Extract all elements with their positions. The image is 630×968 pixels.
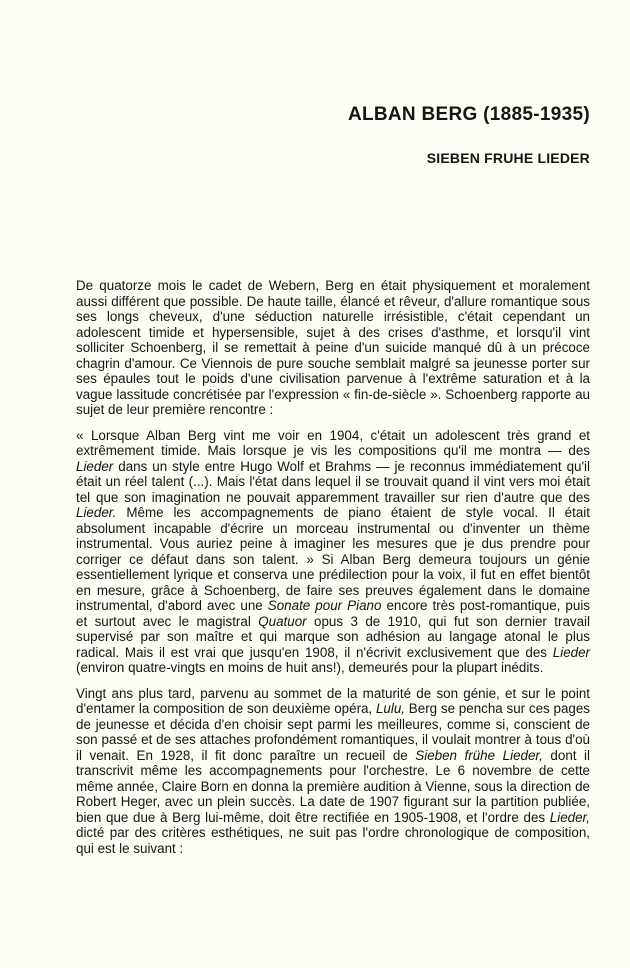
italic-text-run: Quatuor — [258, 613, 307, 629]
text-run: dans un style entre Hugo Wolf et Brahms — je reconnus immédiatement qu'il était un réel talent (...). Mais l'état dans lequel il se trouvait quand il vint vers moi était tel que son imagination ne pouvait apparemment travailler sur rien d'autre que des — [76, 458, 590, 505]
italic-text-run: Lieder — [552, 644, 590, 660]
italic-text-run: Lieder. — [76, 505, 117, 520]
text-run: Berg se pencha sur ces pages de jeunesse et décida d'en choisir sept parmi les meilleures, comme si, conscient de son passé et de ses attaches profondément romantiques, il voulait montrer à tous d'où il venait. En 1928, il fit donc paraître un recueil de — [76, 701, 590, 763]
paragraph-schoenberg-quote — [76, 428, 590, 676]
text-run: dicté par des critères esthétiques, ne suit pas l'ordre chronologique de composition, qui est le suivant : — [76, 825, 590, 856]
text-run: Vingt ans plus tard, parvenu au sommet de la maturité de son génie, et sur le point d'entamer la composition de son deuxième opéra, — [76, 685, 590, 716]
italic-text-run: Lieder, — [549, 809, 590, 825]
text-run: dont il transcrivit même les accompagnements pour l'orchestre. Le 6 novembre de cette même année, Claire Born en donna la première audition à Vienne, sous la direction de Robert Heger, avec un plein succès. La date de 1907 figurant sur la partition publiée, bien que due à Berg lui-même, doit être rectifiée en 1905-1908, et l'ordre des — [76, 747, 590, 825]
text-run: (environ quatre-vingts en moins de huit ans!), demeurés pour la plupart inédits. — [76, 660, 544, 675]
italic-text-run: Lulu, — [375, 701, 406, 716]
italic-text-run: Sieben frühe Lieder, — [415, 747, 543, 763]
text-run: Même les accompagnements de piano étaient de style vocal. Il était absolument incapable d'écrire un morceau instrumental ou d'inventer un thème instrumental. Vous auriez peine à imaginer les mesures que je dus prendre pour corriger ce défaut dans son talent. » Si Alban Berg demeura toujours un génie essentiellement lyrique et conserva une prédilection pour la voix, il fut en effet bientôt en mesure, grâce à Schoenberg, de faire ses preuves également dans le domaine instrumental, d'abord avec une — [76, 505, 590, 613]
page-subtitle: SIEBEN FRUHE LIEDER — [426, 150, 590, 166]
text-run: « Lorsque Alban Berg vint me voir en 1904, c'était un adolescent très grand et extrêmement timide. Mais lorsque je vis les compositions qu'il me montra — des — [76, 427, 590, 458]
paragraph-intro — [76, 278, 590, 418]
text-run: De quatorze mois le cadet de Webern, Berg en était physiquement et moralement aussi différent que possible. De haute taille, élancé et rêveur, d'allure romantique sous ses longs cheveux, d'une séduction naturelle irrésistible, c'était cependant un adolescent timide et hypersensible, sujet à des crises d'asthme, et lorsqu'il vint solliciter Schoenberg, il se remettait à peine d'un suicide manqué dû à un précoce chagrin d'amour. Ce Viennois de pure souche semblait malgré sa jeunesse porter sur ses épaules tout le poids d'une civilisation parvenue à l'extrême saturation et à la vague lassitude concrétisée par l'expression « fin-de-siècle ». Schoenberg rapporte au sujet de leur première rencontre : — [76, 278, 590, 417]
body-text — [76, 278, 590, 866]
italic-text-run: Lieder — [76, 458, 114, 474]
text-run: encore très post-romantique, puis et surtout avec le magistral — [76, 598, 590, 629]
italic-text-run: Sonate pour Piano — [267, 598, 382, 613]
paragraph-sieben-lieder — [76, 686, 590, 857]
page-title: ALBAN BERG (1885-1935) — [347, 104, 590, 125]
text-run: opus 3 de 1910, qui fut son dernier travail supervisé par son maître et qui marque son adhésion au langage atonal le plus radical. Mais il est vrai que jusqu'en 1908, il n'écrivit exclusivement que des — [76, 613, 590, 660]
